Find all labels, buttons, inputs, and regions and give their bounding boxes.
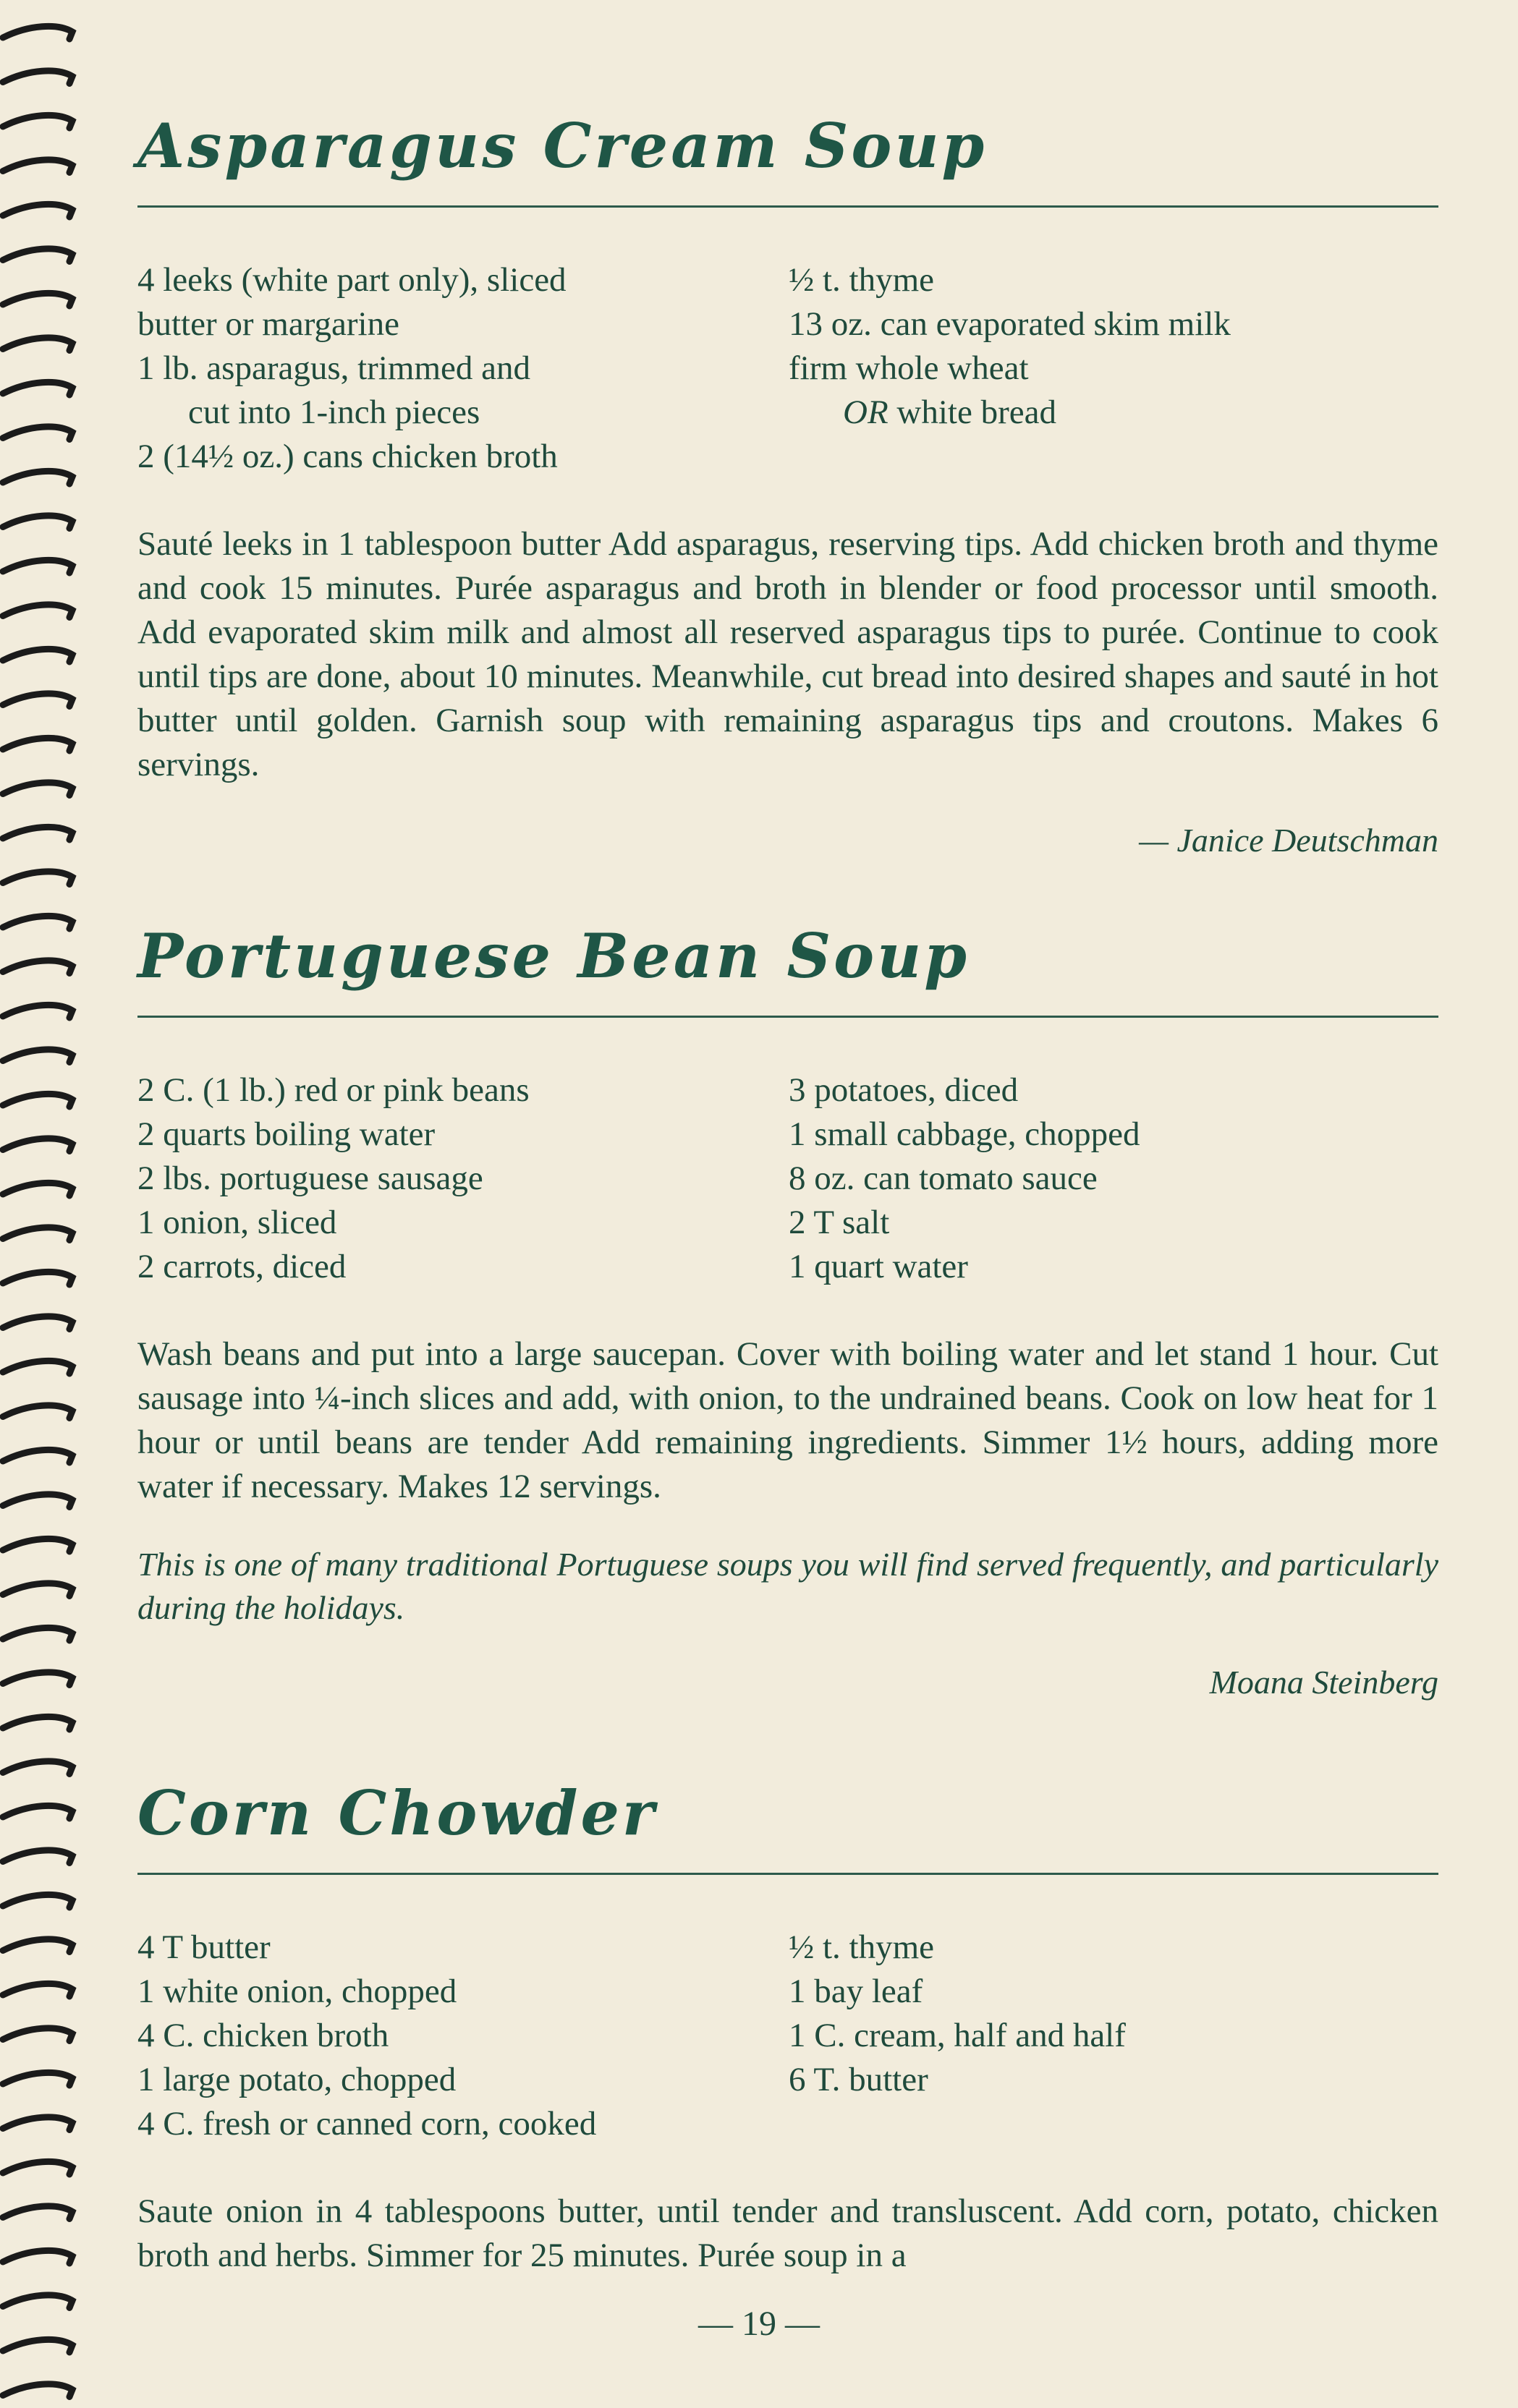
spiral-coil (3, 649, 72, 662)
spiral-coil (3, 516, 72, 529)
ingredient-alt: white bread (888, 393, 1056, 431)
spiral-coil (3, 1272, 72, 1285)
spiral-coil (3, 1094, 72, 1107)
ingredients-list (137, 1068, 1438, 1289)
recipe-portuguese-bean-soup (137, 920, 1438, 1701)
ingredient: butter or margarine (137, 305, 399, 343)
ingredients-column-right (789, 1068, 1438, 1289)
ingredient: 3 potatoes, diced (789, 1071, 1019, 1109)
spiral-coil (3, 382, 72, 395)
spiral-coil (3, 1583, 72, 1596)
spiral-coil (3, 1494, 72, 1507)
recipe-directions: Sauté leeks in 1 tablespoon butter Add asparagus, reserving tips. Add chicken broth and thyme and cook 15 minutes. Purée asparagus and broth in blender or food processor until smooth. Add evaporated skim milk and almost all reserved asparagus tips to purée. Continue to cook until tips are done, about 10 minutes. Meanwhile, cut bread into desired shapes and sauté in hot butter until golden. Garnish soup with remaining asparagus tips and croutons. Makes 6 servings. (137, 525, 1438, 783)
spiral-coil (3, 471, 72, 484)
spiral-coil (3, 1672, 72, 1685)
recipe-author: Moana Steinberg (1209, 1664, 1438, 1701)
spiral-coil (3, 26, 72, 39)
spiral-coil (3, 1183, 72, 1196)
spiral-coil (3, 916, 72, 929)
title-divider (137, 1873, 1438, 1875)
spiral-coil (3, 160, 72, 173)
spiral-coil (3, 1716, 72, 1730)
ingredient: 2 quarts boiling water (137, 1115, 436, 1153)
spiral-coil (3, 2384, 72, 2397)
spiral-coil (3, 1405, 72, 1418)
spiral-coil (3, 560, 72, 573)
ingredient: 4 C. fresh or canned corn, cooked (137, 2105, 597, 2143)
recipe-title: Asparagus Cream Soup (137, 110, 988, 182)
spiral-binding (0, 0, 87, 2408)
ingredient: 4 C. chicken broth (137, 2017, 389, 2054)
recipe-note: This is one of many traditional Portuguese soups you will find served frequently, and particularly during the holidays. (137, 1546, 1438, 1626)
ingredient: 4 T butter (137, 1928, 271, 1966)
ingredient-or: OR (843, 393, 889, 431)
spiral-coil (3, 783, 72, 796)
spiral-coil (3, 2028, 72, 2041)
spiral-coil (3, 1894, 72, 1907)
spiral-coil (3, 249, 72, 262)
ingredient: ½ t. thyme (789, 1928, 935, 1966)
spiral-coil (3, 1805, 72, 1818)
spiral-coil (3, 1005, 72, 1018)
ingredient: 1 C. cream, half and half (789, 2017, 1126, 2054)
ingredient: 1 bay leaf (789, 1973, 923, 2010)
ingredient: 1 white onion, chopped (137, 1973, 457, 2010)
ingredient (789, 391, 1438, 435)
spiral-coil (3, 2161, 72, 2174)
ingredients-column-left (137, 1068, 789, 1289)
spiral-coil (3, 827, 72, 840)
spiral-coil (3, 2250, 72, 2263)
spiral-coil (3, 694, 72, 707)
spiral-coil (3, 1539, 72, 1552)
spiral-coil (3, 1850, 72, 1863)
spiral-coil (3, 2206, 72, 2219)
recipe-directions: Wash beans and put into a large saucepan. Cover with boiling water and let stand 1 hour. Cut sausage into ¼-inch slices and add, with onion, to the undrained beans. Cook on low heat for 1 hour or until beans are tender Add remaining ingredients. Simmer 1½ hours, adding more water if necessary. Makes 12 servings. (137, 1335, 1438, 1505)
ingredient: 1 quart water (789, 1248, 968, 1285)
spiral-coil (3, 204, 72, 217)
spiral-coil (3, 1628, 72, 1641)
recipe-title: Portuguese Bean Soup (137, 920, 970, 992)
spiral-coil (3, 2117, 72, 2130)
ingredient: 8 oz. can tomato sauce (789, 1160, 1098, 1197)
ingredients-column-left (137, 1926, 789, 2146)
ingredient: 4 leeks (white part only), sliced (137, 261, 567, 299)
spiral-coil (3, 738, 72, 751)
ingredient: 1 small cabbage, chopped (789, 1115, 1140, 1153)
ingredient: 2 (14½ oz.) cans chicken broth (137, 438, 558, 475)
spiral-coil (3, 338, 72, 351)
recipe-author: — Janice Deutschman (1139, 822, 1438, 859)
title-divider (137, 205, 1438, 208)
spiral-coil (3, 1228, 72, 1241)
spiral-coil (3, 605, 72, 618)
spiral-coil (3, 293, 72, 306)
title-divider (137, 1016, 1438, 1018)
spiral-coil (3, 1316, 72, 1329)
ingredients-list (137, 1926, 1438, 2146)
ingredient: firm whole wheat (789, 349, 1029, 387)
page-number: — 19 — (698, 2305, 820, 2343)
ingredient: 2 carrots, diced (137, 1248, 347, 1285)
spiral-coil (3, 2072, 72, 2085)
ingredients-column-right (789, 1926, 1438, 2146)
ingredient: 1 onion, sliced (137, 1204, 337, 1241)
ingredients-column-right (789, 258, 1438, 479)
spiral-coil (3, 1450, 72, 1463)
recipe-corn-chowder (137, 1777, 1438, 2312)
spiral-coil (3, 1761, 72, 1774)
ingredient: cut into 1-inch pieces (188, 393, 480, 431)
ingredient: 13 oz. can evaporated skim milk (789, 305, 1231, 343)
spiral-coil (3, 961, 72, 974)
spiral-coil (3, 872, 72, 885)
ingredients-column-left (137, 258, 789, 479)
recipe-directions: Saute onion in 4 tablespoons butter, until tender and transluscent. Add corn, potato, chicken broth and herbs. Simmer for 25 minutes. Purée soup in a (137, 2192, 1438, 2274)
ingredient: 6 T. butter (789, 2061, 928, 2098)
ingredient: 2 C. (1 lb.) red or pink beans (137, 1071, 530, 1109)
recipe-title: Corn Chowder (137, 1777, 658, 1849)
spiral-coil (3, 427, 72, 440)
ingredients-list (137, 258, 1438, 479)
recipe-asparagus-cream-soup (137, 110, 1438, 859)
ingredient: 1 large potato, chopped (137, 2061, 457, 2098)
spiral-coil (3, 1983, 72, 1996)
spiral-coil (3, 1939, 72, 1952)
spiral-coil (3, 71, 72, 84)
spiral-coil (3, 115, 72, 128)
spiral-coil (3, 1139, 72, 1152)
ingredient: ½ t. thyme (789, 261, 935, 299)
ingredient: 2 T salt (789, 1204, 890, 1241)
spiral-coil (3, 1050, 72, 1063)
ingredient: 2 lbs. portuguese sausage (137, 1160, 483, 1197)
ingredient: 1 lb. asparagus, trimmed and (137, 349, 530, 387)
spiral-coil (3, 1361, 72, 1374)
